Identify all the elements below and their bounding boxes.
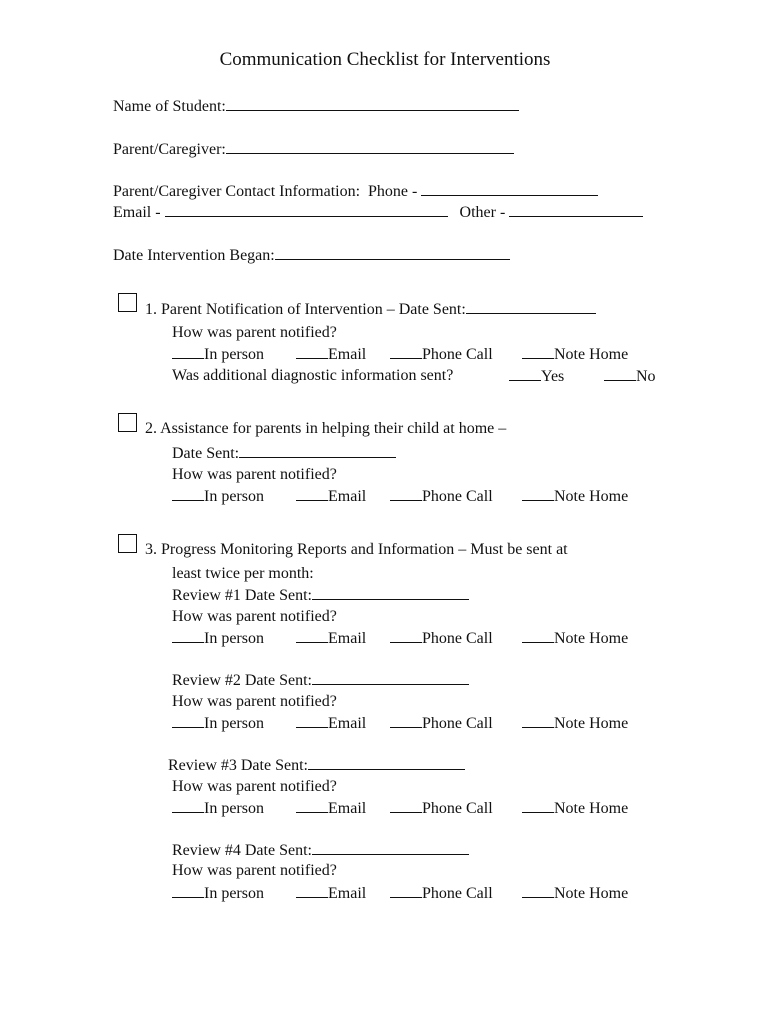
option-in-person[interactable]: In person: [172, 883, 264, 904]
review-1-how-notified: How was parent notified?: [172, 608, 337, 625]
parent-field[interactable]: [226, 139, 514, 154]
option-in-person[interactable]: In person: [172, 628, 264, 649]
option-note-home[interactable]: Note Home: [522, 713, 628, 734]
section1-how-notified: How was parent notified?: [172, 324, 337, 341]
section2-heading: 2. Assistance for parents in helping their child at home –: [145, 420, 507, 437]
review-4-label: Review #4 Date Sent:: [172, 842, 312, 859]
student-name-row: [113, 96, 519, 117]
option-phone-call[interactable]: Phone Call: [390, 628, 493, 649]
review-4-row: [172, 840, 469, 861]
review-2-row: [172, 670, 469, 691]
review-1-date-field[interactable]: [312, 585, 469, 600]
review-3-how-notified: How was parent notified?: [172, 778, 337, 795]
review-3-label: Review #3 Date Sent:: [168, 757, 308, 774]
other-field[interactable]: [509, 202, 643, 217]
other-label: Other -: [459, 204, 506, 221]
section2-checkbox[interactable]: [118, 413, 137, 432]
option-email[interactable]: Email: [296, 798, 366, 819]
email-other-row: [113, 202, 643, 223]
email-field[interactable]: [165, 202, 448, 217]
review-1-label: Review #1 Date Sent:: [172, 587, 312, 604]
parent-row: [113, 139, 514, 160]
option-in-person[interactable]: In person: [172, 344, 264, 365]
contact-label: Parent/Caregiver Contact Information:: [113, 183, 361, 200]
section3-heading: 3. Progress Monitoring Reports and Information – Must be sent at: [145, 541, 568, 558]
section1-date-field[interactable]: [466, 299, 596, 314]
section2-date-field[interactable]: [239, 443, 396, 458]
option-email[interactable]: Email: [296, 883, 366, 904]
phone-label: Phone -: [368, 183, 418, 200]
review-3-row: [168, 755, 465, 776]
section2-how-notified: How was parent notified?: [172, 466, 337, 483]
option-note-home[interactable]: Note Home: [522, 798, 628, 819]
review-2-date-field[interactable]: [312, 670, 469, 685]
date-began-row: [113, 245, 510, 266]
diagnostic-question: Was additional diagnostic information sent?: [172, 367, 454, 384]
date-began-field[interactable]: [275, 245, 510, 260]
option-note-home[interactable]: Note Home: [522, 486, 628, 507]
section1-heading: 1. Parent Notification of Intervention – Date Sent:: [145, 301, 466, 318]
review-3-date-field[interactable]: [308, 755, 465, 770]
review-4-how-notified: How was parent notified?: [172, 862, 337, 879]
review-2-how-notified: How was parent notified?: [172, 693, 337, 710]
option-note-home[interactable]: Note Home: [522, 344, 628, 365]
page-title: Communication Checklist for Interventions: [219, 49, 551, 70]
section2-date-row: [172, 443, 396, 464]
option-phone-call[interactable]: Phone Call: [390, 486, 493, 507]
option-in-person[interactable]: In person: [172, 798, 264, 819]
section1-heading-row: [145, 299, 596, 320]
option-phone-call[interactable]: Phone Call: [390, 883, 493, 904]
email-label: Email -: [113, 204, 161, 221]
option-yes[interactable]: Yes: [509, 366, 564, 387]
section2-date-label: Date Sent:: [172, 445, 240, 462]
student-name-field[interactable]: [226, 96, 519, 111]
option-note-home[interactable]: Note Home: [522, 628, 628, 649]
phone-field[interactable]: [421, 181, 598, 196]
option-email[interactable]: Email: [296, 628, 366, 649]
review-2-label: Review #2 Date Sent:: [172, 672, 312, 689]
option-in-person[interactable]: In person: [172, 486, 264, 507]
option-phone-call[interactable]: Phone Call: [390, 713, 493, 734]
parent-label: Parent/Caregiver:: [113, 141, 226, 158]
review-4-date-field[interactable]: [312, 840, 469, 855]
review-1-row: [172, 585, 469, 606]
option-no[interactable]: No: [604, 366, 656, 387]
diagnostic-row: [172, 366, 453, 386]
option-email[interactable]: Email: [296, 713, 366, 734]
contact-row: [113, 181, 598, 202]
section3-heading-cont: least twice per month:: [172, 565, 314, 582]
option-email[interactable]: Email: [296, 486, 366, 507]
option-phone-call[interactable]: Phone Call: [390, 798, 493, 819]
section1-checkbox[interactable]: [118, 293, 137, 312]
student-name-label: Name of Student:: [113, 98, 226, 115]
option-in-person[interactable]: In person: [172, 713, 264, 734]
date-began-label: Date Intervention Began:: [113, 247, 275, 264]
section3-checkbox[interactable]: [118, 534, 137, 553]
option-phone-call[interactable]: Phone Call: [390, 344, 493, 365]
option-note-home[interactable]: Note Home: [522, 883, 628, 904]
option-email[interactable]: Email: [296, 344, 366, 365]
